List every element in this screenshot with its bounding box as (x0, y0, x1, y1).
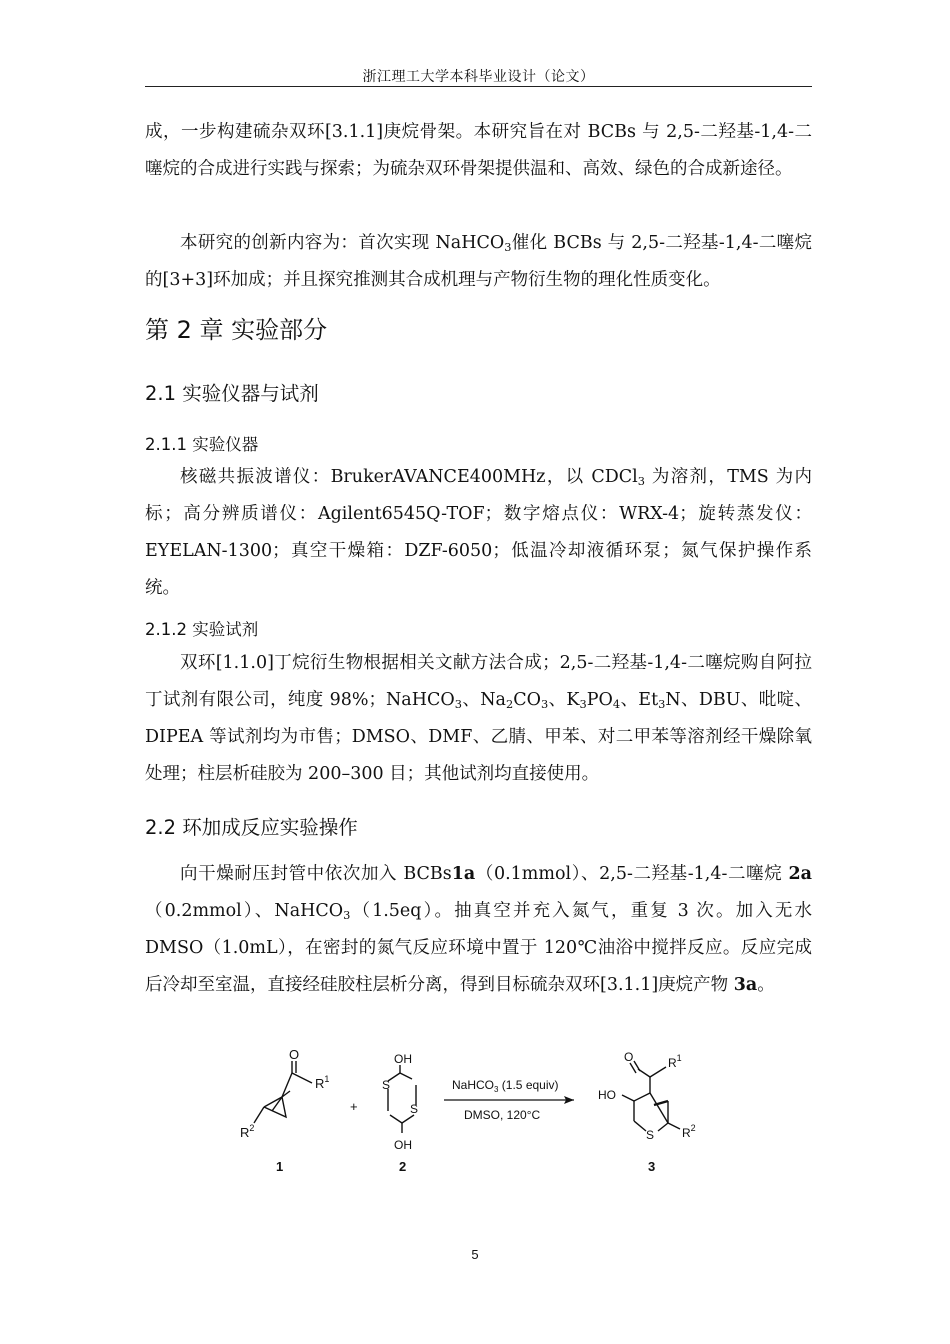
compound-label-3: 3 (648, 1159, 656, 1174)
text-run: 、Et (620, 690, 659, 710)
compound-label: 2a (788, 864, 812, 884)
atom-superscript: 1 (676, 1053, 682, 1063)
subscript: 3 (637, 473, 646, 488)
section-2-2-title: 2.2 环加成反应实验操作 (145, 816, 358, 839)
subscript: 3 (343, 907, 351, 922)
section-2-1-1-title: 2.1.1 实验仪器 (145, 435, 259, 454)
text-run: 本研究的创新内容为：首次实现 NaHCO (180, 233, 505, 253)
atom-label-O: O (289, 1047, 300, 1062)
text-run: CO (513, 690, 541, 710)
atom-label-R2 (240, 1123, 254, 1140)
reagent-name: NaHCO (452, 1078, 495, 1092)
reagent-subscript: 3 (494, 1085, 499, 1094)
compound-label: 3a (733, 975, 758, 995)
text-run: 、Na (461, 690, 506, 710)
intro-paragraph-2 (145, 225, 812, 299)
subscript: 3 (658, 696, 666, 711)
atom-R: R (240, 1125, 250, 1140)
subscript: 2 (505, 696, 514, 711)
page-header-title: 浙江理工大学本科毕业设计（论文） (362, 69, 595, 85)
conditions-label: DMSO, 120°C (464, 1108, 541, 1122)
subscript: 3 (504, 239, 512, 254)
compound-1-structure (254, 1061, 312, 1123)
text-run: 为溶剂，TMS 为内标；高分辨质谱仪：Agilent6545Q-TOF；数字熔点仪：WRX-4；旋转蒸发仪：EYELAN-1300；真空干燥箱：DZF-6050；低温冷却液循环泵；氮气保护操作系统。 (145, 467, 812, 598)
atom-R: R (682, 1126, 691, 1140)
compound-label-2: 2 (399, 1159, 407, 1174)
compound-label-1: 1 (276, 1159, 284, 1174)
atom-superscript: 2 (690, 1123, 696, 1133)
text-run: 催化 BCBs 与 2,5-二羟基-1,4-二噻烷的[3+3]环加成；并且探究推测其合成机理与产物衍生物的理化性质变化。 (145, 233, 812, 290)
section-2-1-2-title: 2.1.2 实验试剂 (145, 620, 259, 639)
atom-label-S-right: S (410, 1102, 419, 1116)
atom-label-R2-product (682, 1123, 696, 1140)
reaction-scheme (230, 1045, 710, 1185)
text-run: （0.2mmol）、NaHCO (145, 901, 344, 921)
subscript: 4 (612, 696, 621, 711)
atom-label-S-left: S (382, 1078, 391, 1092)
atom-label-OH-bottom: OH (394, 1138, 412, 1152)
compound-2-structure (388, 1065, 419, 1133)
atom-superscript: 2 (249, 1123, 255, 1133)
atom-R: R (668, 1056, 677, 1070)
compound-3-structure (622, 1061, 680, 1131)
header-rule (145, 86, 812, 87)
text-run: （0.1mmol）、2,5-二羟基-1,4-二噻烷 (475, 864, 789, 884)
instruments-paragraph (145, 459, 812, 607)
reagents-paragraph (145, 645, 812, 793)
subscript: 3 (454, 696, 462, 711)
plus-sign: + (350, 1099, 358, 1114)
text-run: N、DBU、吡啶、DIPEA 等试剂均为市售；DMSO、DMF、乙腈、甲苯、对二甲苯等溶剂经干燥除氧处理；柱层析硅胶为 200–300 目；其他试剂均直接使用。 (145, 690, 813, 784)
page-number: 5 (471, 1247, 479, 1262)
text-run: 、K (548, 690, 580, 710)
intro-paragraph-1: 成，一步构建硫杂双环[3.1.1]庚烷骨架。本研究旨在对 BCBs 与 2,5-二羟基-1,4-二噻烷的合成进行实践与探索；为硫杂双环骨架提供温和、高效、绿色的合成新途径。 (145, 122, 812, 179)
chapter-title: 第 2 章 实验部分 (145, 316, 328, 344)
atom-label-R1-product (668, 1053, 682, 1070)
text-run: 。 (757, 975, 775, 995)
atom-label-O-product: O (624, 1050, 634, 1064)
reagent-equiv: (1.5 equiv) (498, 1078, 559, 1092)
compound-label: 1a (451, 864, 476, 884)
atom-label-HO-product: HO (598, 1088, 616, 1102)
procedure-paragraph (145, 856, 812, 1004)
text-run: （1.5eq）。抽真空并充入氮气，重复 3 次。加入无水 DMSO（1.0mL），在密封的氮气反应环境中置于 120℃油浴中搅拌反应。反应完成后冷却至室温，直接经硅胶柱层析分离，得到目标硫杂双环[3.1.1]庚烷产物 (145, 901, 812, 995)
reagent-label (452, 1078, 559, 1094)
atom-label-OH-top: OH (394, 1052, 412, 1066)
atom-label-R1 (315, 1074, 329, 1091)
text-run: 双环[1.1.0]丁烷衍生物根据相关文献方法合成；2,5-二羟基-1,4-二噻烷购自阿拉丁试剂有限公司，纯度 98%；NaHCO (145, 653, 812, 710)
atom-R: R (315, 1076, 325, 1091)
text-run: 向干燥耐压封管中依次加入 BCBs (180, 864, 452, 884)
text-run: 核磁共振波谱仪：BrukerAVANCE400MHz，以 CDCl (180, 467, 638, 487)
subscript: 3 (540, 696, 549, 711)
atom-superscript: 1 (324, 1074, 330, 1084)
text-run: PO (586, 690, 613, 710)
atom-label-S-product: S (646, 1128, 655, 1142)
subscript: 3 (579, 696, 587, 711)
section-2-1-title: 2.1 实验仪器与试剂 (145, 382, 319, 405)
